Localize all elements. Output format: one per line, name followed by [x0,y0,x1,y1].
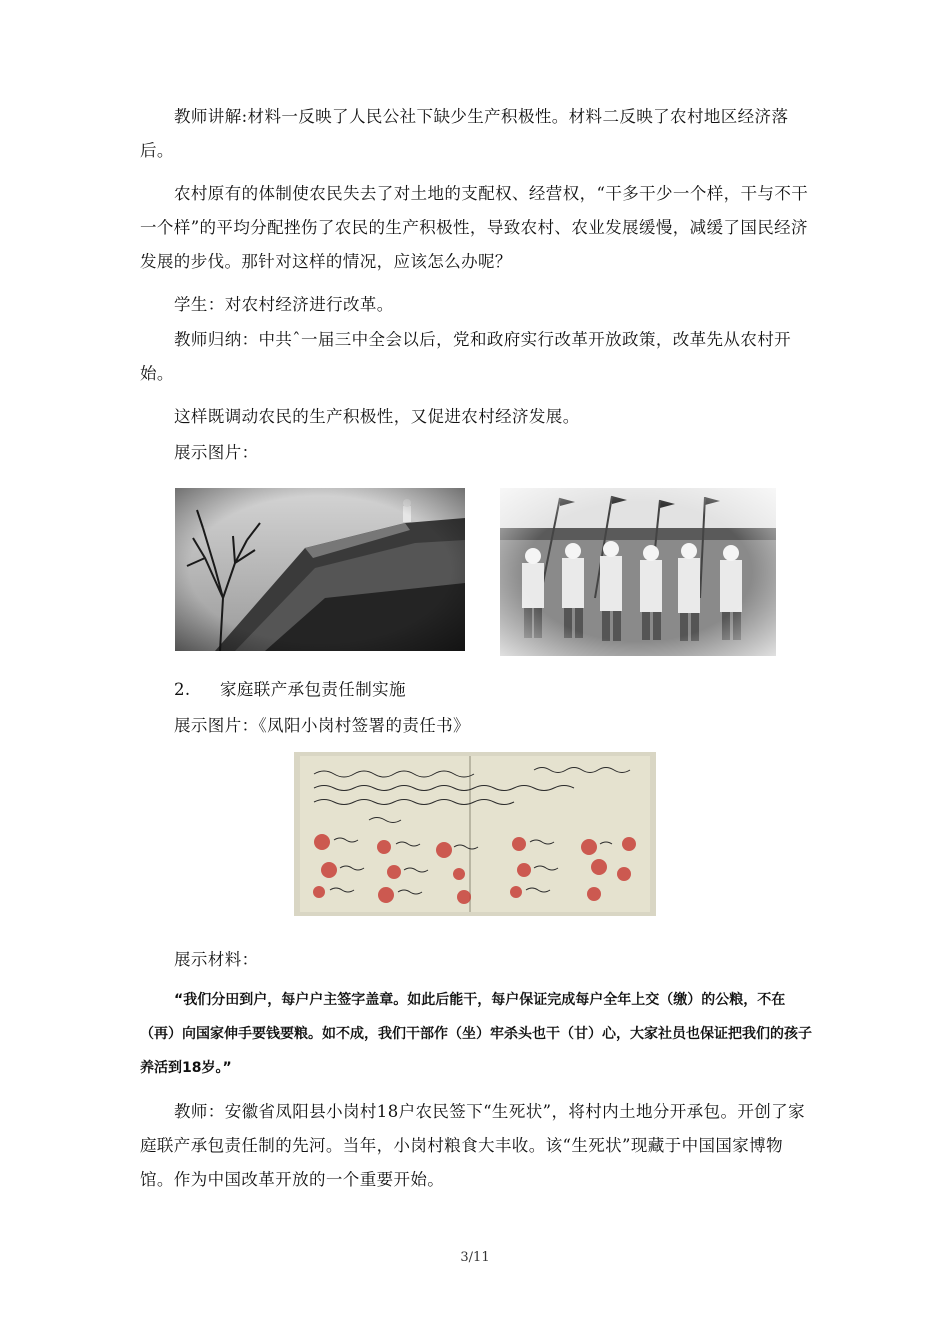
quoted-material: “我们分田到户，每户户主签字盖章。如此后能干，每户保证完成每户全年上交（缴）的公粮，不在（再）向国家伸手要钱要粮。如不成，我们干部作（坐）牢杀头也干（甘）心，大家社员也保证把我们的孩子养活到18岁。” [140,992,812,1076]
photo-xiaogang-contract [294,752,656,916]
paragraph-student-answer: 学生：对农村经济进行改革。 [174,295,394,314]
photo-commune-workers [500,488,776,656]
paragraph-show-images: 展示图片： [174,443,259,462]
paragraph-teacher-summary: 教师归纳：中共ˆ一届三中全会以后，党和政府实行改革开放政策，改革先从农村开始。 [140,330,792,383]
page-number: 3/11 [460,1250,490,1265]
paragraph-teacher-xiaogang: 教师：安徽省凤阳县小岗村18户农民签下“生死状”，将村内土地分开承包。开创了家庭联产承包责任制的先河。当年，小岗村粮食大丰收。该“生死状”现藏于中国国家博物馆。作为中国改革开放的一个重要开始。 [140,1102,805,1189]
paragraph-teacher-explanation: 教师讲解:材料一反映了人民公社下缺少生产积极性。材料二反映了农村地区经济落后。 [140,107,789,160]
show-image-caption: 展示图片：《凤阳小岗村签署的责任书》 [174,716,470,735]
section-title: 家庭联产承包责任制实施 [220,680,406,699]
paragraph-rural-system: 农村原有的体制使农民失去了对土地的支配权、经营权，“干多干少一个样，干与不干一个样”的平均分配挫伤了农民的生产积极性，导致农村、农业发展缓慢，减缓了国民经济发展的步伐。那针对这样的情况，应该怎么办呢？ [140,184,809,271]
photo-thatched-hut [175,488,465,651]
section-number: 2. [174,680,191,699]
show-material-caption: 展示材料： [174,950,259,969]
paragraph-effect: 这样既调动农民的生产积极性，又促进农村经济发展。 [174,407,580,426]
